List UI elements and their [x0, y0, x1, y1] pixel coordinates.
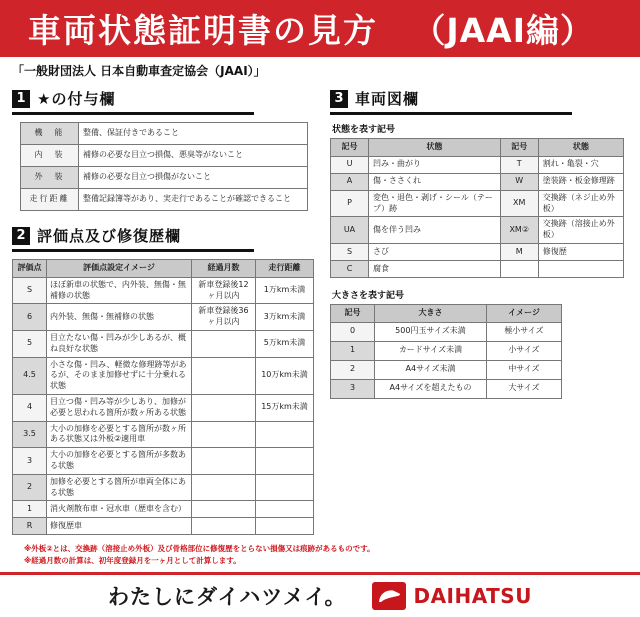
row-label: 外 装 [21, 167, 79, 189]
table-row [331, 322, 562, 341]
table-row [331, 156, 624, 173]
title-banner [0, 0, 640, 57]
state-cell: 交換跡（ネジ止め外板） [538, 190, 623, 217]
symbol-cell: 2 [331, 360, 375, 379]
size-cell: 500円玉サイズ未満 [375, 322, 487, 341]
footnote-line: ※経過月数の計算は、初年度登録月を一ヶ月として計算します。 [24, 555, 241, 565]
symbol-cell: S [331, 243, 369, 260]
col-header: 記号 [331, 139, 369, 157]
distance-cell: 10万km未満 [256, 357, 314, 394]
image-cell: 目立つ傷・凹み等が少しあり、加修が必要と思われる箇所が数ヶ所ある状態 [47, 394, 192, 421]
section1-number-badge: 1 [12, 90, 30, 108]
months-cell [192, 501, 256, 518]
col-header: 状態 [369, 139, 501, 157]
table-row [13, 421, 314, 448]
image-cell: 加修を必要とする箇所が車両全体にある状態 [47, 474, 192, 501]
row-label: 走行距離 [21, 189, 79, 211]
table-row [331, 217, 624, 244]
score-cell: 3 [13, 448, 47, 475]
table-row [21, 167, 308, 189]
image-cell: 大小の加修を必要とする箇所が多数ある状態 [47, 448, 192, 475]
col-header: 記号 [500, 139, 538, 157]
section2-number-badge: 2 [12, 227, 30, 245]
row-text: 補修の必要な目立つ損傷、悪臭等がないこと [79, 145, 308, 167]
row-label: 機 能 [21, 123, 79, 145]
score-cell: 4.5 [13, 357, 47, 394]
image-cell: ほぼ新車の状態で、内外装、無傷・無補修の状態 [47, 277, 192, 304]
size-image-cell: 中サイズ [487, 360, 562, 379]
col-header: 評価点設定イメージ [47, 260, 192, 278]
image-cell: 大小の加修を必要とする箇所が数ヶ所ある状態又は外板②適用車 [47, 421, 192, 448]
size-cell: カードサイズ未満 [375, 341, 487, 360]
page-title-edition: （JAAI編） [412, 11, 594, 50]
months-cell [192, 357, 256, 394]
row-text: 整備記録簿等があり、実走行であることが確認できること [79, 189, 308, 211]
section2-title: 評価点及び修復歴欄 [37, 227, 182, 245]
score-cell: R [13, 518, 47, 535]
symbol-cell: XM② [500, 217, 538, 244]
score-cell: 6 [13, 304, 47, 331]
distance-cell: 15万km未満 [256, 394, 314, 421]
table-row [331, 360, 562, 379]
page-title: 車両状態証明書の見方 [28, 11, 378, 50]
size-symbol-table [330, 304, 562, 399]
symbol-cell: 3 [331, 379, 375, 398]
image-cell: 小さな傷・凹み、軽微な修理跡等があるが、そのまま加修せずに十分乗れる状態 [47, 357, 192, 394]
symbol-cell [500, 260, 538, 277]
condition-table-caption: 状態を表す記号 [332, 125, 396, 135]
image-cell: 修復歴車 [47, 518, 192, 535]
state-cell: さび [369, 243, 501, 260]
row-text: 整備、保証付きであること [79, 123, 308, 145]
table-row [331, 260, 624, 277]
col-header: 走行距離 [256, 260, 314, 278]
size-image-cell: 大サイズ [487, 379, 562, 398]
evaluation-score-table [12, 259, 314, 535]
section1-title: ★の付与欄 [37, 90, 116, 108]
table-header-row [331, 304, 562, 322]
distance-cell [256, 448, 314, 475]
image-cell: 消火剤散布車・冠水車（歴車を含む） [47, 501, 192, 518]
months-cell [192, 448, 256, 475]
daihatsu-logo-icon [372, 582, 406, 610]
symbol-cell: W [500, 173, 538, 190]
row-text: 補修の必要な目立つ損傷がないこと [79, 167, 308, 189]
state-cell: 交換跡（溶接止め外板） [538, 217, 623, 244]
symbol-cell: 0 [331, 322, 375, 341]
footer [0, 575, 640, 617]
symbol-cell: UA [331, 217, 369, 244]
condition-symbol-table [330, 138, 624, 278]
symbol-cell: T [500, 156, 538, 173]
score-cell: 4 [13, 394, 47, 421]
state-cell: 変色・退色・剥げ・シール（テープ）跡 [369, 190, 501, 217]
symbol-cell: XM [500, 190, 538, 217]
months-cell [192, 330, 256, 357]
distance-cell [256, 518, 314, 535]
col-header: 記号 [331, 304, 375, 322]
section3-header [330, 88, 572, 115]
table-row [331, 243, 624, 260]
table-header-row [13, 260, 314, 278]
score-cell: S [13, 277, 47, 304]
col-header: 状態 [538, 139, 623, 157]
symbol-cell: M [500, 243, 538, 260]
daihatsu-slogan: わたしにダイハツメイ。 [108, 584, 347, 609]
symbol-cell: C [331, 260, 369, 277]
score-cell: 5 [13, 330, 47, 357]
distance-cell [256, 501, 314, 518]
table-row [21, 123, 308, 145]
col-header: 経過月数 [192, 260, 256, 278]
table-row [13, 357, 314, 394]
state-cell [538, 260, 623, 277]
size-image-cell: 極小サイズ [487, 322, 562, 341]
months-cell [192, 421, 256, 448]
score-cell: 2 [13, 474, 47, 501]
months-cell [192, 474, 256, 501]
table-row [13, 501, 314, 518]
col-header: イメージ [487, 304, 562, 322]
right-column [330, 81, 624, 535]
state-cell: 腐食 [369, 260, 501, 277]
table-row [13, 474, 314, 501]
distance-cell [256, 421, 314, 448]
table-row [21, 145, 308, 167]
table-header-row [331, 139, 624, 157]
state-cell: 傷を伴う凹み [369, 217, 501, 244]
table-row [13, 277, 314, 304]
symbol-cell: U [331, 156, 369, 173]
state-cell: 修復歴 [538, 243, 623, 260]
size-image-cell: 小サイズ [487, 341, 562, 360]
left-column [12, 81, 314, 535]
star-criteria-table [20, 122, 308, 211]
col-header: 評価点 [13, 260, 47, 278]
symbol-cell: 1 [331, 341, 375, 360]
distance-cell: 3万km未満 [256, 304, 314, 331]
table-row [13, 518, 314, 535]
table-row [13, 448, 314, 475]
size-cell: A4サイズを超えたもの [375, 379, 487, 398]
months-cell [192, 394, 256, 421]
score-cell: 3.5 [13, 421, 47, 448]
footnotes [24, 543, 640, 566]
months-cell: 新車登録後12ヶ月以内 [192, 277, 256, 304]
table-row [21, 189, 308, 211]
distance-cell [256, 474, 314, 501]
table-row [13, 330, 314, 357]
months-cell: 新車登録後36ヶ月以内 [192, 304, 256, 331]
state-cell: 塗装跡・板金修理跡 [538, 173, 623, 190]
table-row [331, 341, 562, 360]
table-row [331, 379, 562, 398]
state-cell: 凹み・曲がり [369, 156, 501, 173]
distance-cell: 5万km未満 [256, 330, 314, 357]
section1-header [12, 88, 254, 115]
table-row [331, 190, 624, 217]
state-cell: 傷・ささくれ [369, 173, 501, 190]
main-content [0, 81, 640, 535]
section3-title: 車両図欄 [355, 90, 420, 108]
daihatsu-brand [372, 582, 531, 610]
organization-subtitle: 「一般財団法人 日本自動車査定協会（JAAI）」 [12, 64, 266, 78]
table-row [13, 304, 314, 331]
size-table-caption: 大きさを表す記号 [332, 290, 405, 301]
footnote-line: ※外板②とは、交換跡（溶接止め外板）及び骨格部位に修復歴をとらない損傷又は痕跡があるものです。 [24, 544, 375, 554]
symbol-cell: P [331, 190, 369, 217]
section3-number-badge: 3 [330, 90, 348, 108]
size-cell: A4サイズ未満 [375, 360, 487, 379]
score-cell: 1 [13, 501, 47, 518]
col-header: 大きさ [375, 304, 487, 322]
image-cell: 内外装、無傷・無補修の状態 [47, 304, 192, 331]
months-cell [192, 518, 256, 535]
section2-header [12, 225, 254, 252]
daihatsu-brand-text: DAIHATSU [413, 583, 532, 608]
state-cell: 割れ・亀裂・穴 [538, 156, 623, 173]
row-label: 内 装 [21, 145, 79, 167]
image-cell: 目立たない傷・凹みが少しあるが、概ね良好な状態 [47, 330, 192, 357]
symbol-cell: A [331, 173, 369, 190]
table-row [331, 173, 624, 190]
distance-cell: 1万km未満 [256, 277, 314, 304]
table-row [13, 394, 314, 421]
